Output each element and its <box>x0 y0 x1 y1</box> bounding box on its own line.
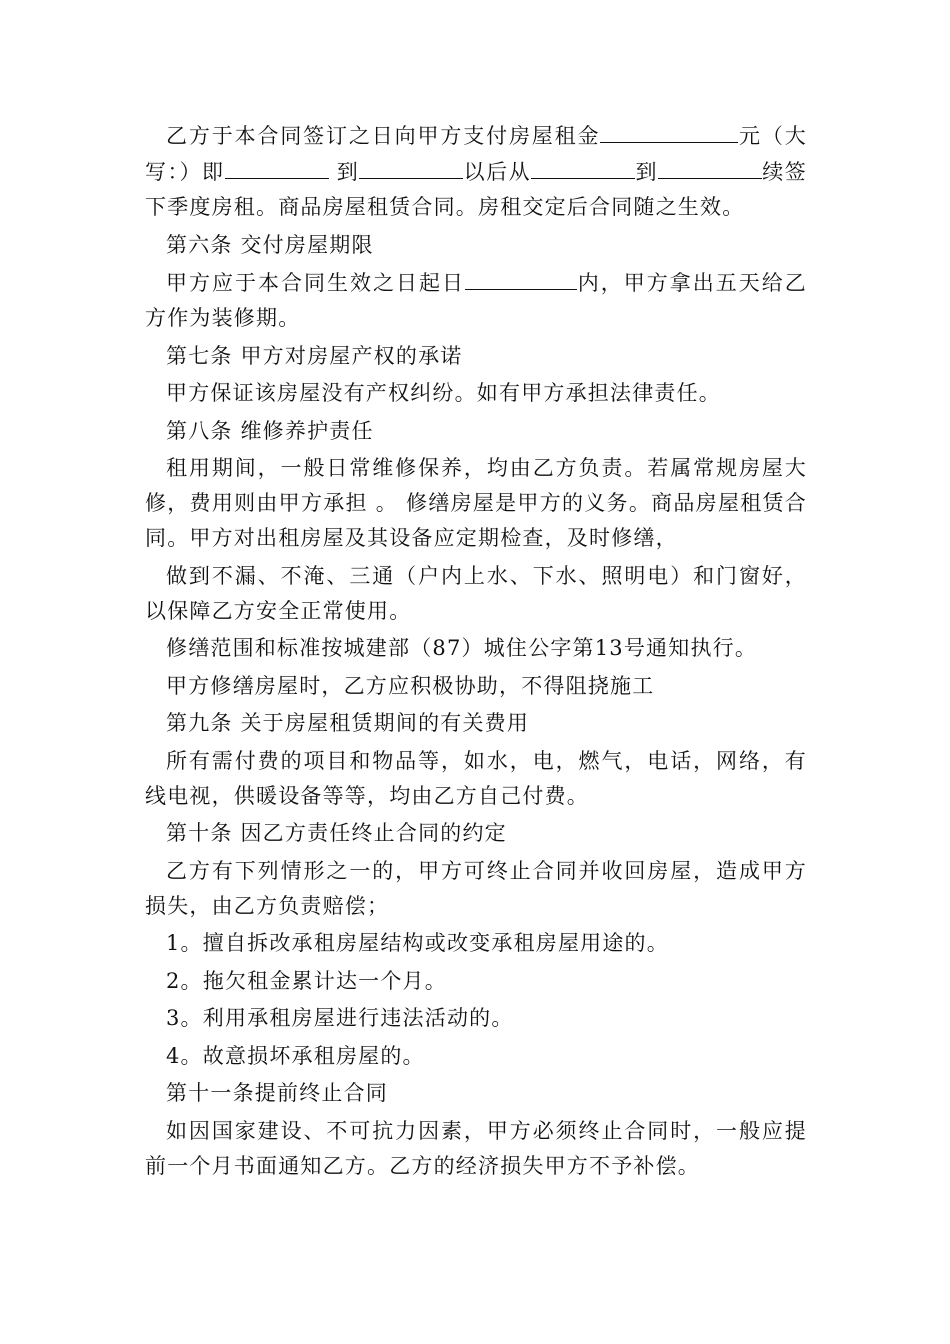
text-segment: 续签下季度房租。商品房屋租赁合同。房租交定后合同随之生效。 <box>145 160 807 219</box>
text-segment: 到 <box>635 160 658 184</box>
article-9-title: 第九条 关于房屋租赁期间的有关费用 <box>166 711 530 735</box>
list-item-2: 2。拖欠租金累计达一个月。 <box>166 968 447 993</box>
paragraph-rent-payment <box>145 118 807 225</box>
article-11-title: 第十一条提前终止合同 <box>166 1081 388 1105</box>
paragraph-repair-scope: 修缮范围和标准按城建部（87）城住公字第13号通知执行。 <box>166 636 758 660</box>
article-10-title: 第十条 因乙方责任终止合同的约定 <box>166 821 507 845</box>
document-body <box>145 118 807 1184</box>
paragraph-maintenance: 租用期间，一般日常维修保养，均由乙方负责。若属常规房屋大修，费用则由甲方承担 。 修缮房屋是甲方的义务。商品房屋租赁合同。甲方对出租房屋及其设备应定期检查，及时修缮， <box>145 456 807 550</box>
list-item-3: 3。利用承租房屋进行违法活动的。 <box>166 1006 514 1030</box>
blank-date-to <box>359 154 463 179</box>
blank-rent-amount <box>600 118 738 143</box>
paragraph-delivery-period <box>145 265 807 336</box>
paragraph-ownership: 甲方保证该房屋没有产权纠纷。如有甲方承担法律责任。 <box>166 381 721 405</box>
paragraph-early-termination: 如因国家建设、不可抗力因素，甲方必须终止合同时，一般应提前一个月书面通知乙方。乙方的经济损失甲方不予补偿。 <box>145 1118 807 1178</box>
text-segment: 元（大写：）即 <box>145 124 807 184</box>
blank-date-from <box>225 154 329 179</box>
text-segment: 内，甲方拿出五天给乙方作为装修期。 <box>145 271 807 330</box>
article-8-title: 第八条 维修养护责任 <box>166 418 374 443</box>
blank-renew-to <box>658 154 762 179</box>
blank-days <box>465 265 577 290</box>
list-item-4: 4。故意损坏承租房屋的。 <box>166 1043 425 1068</box>
article-6-title: 第六条 交付房屋期限 <box>166 232 374 257</box>
paragraph-termination-conditions: 乙方有下列情形之一的，甲方可终止合同并收回房屋，造成甲方损失，由乙方负责赔偿； <box>145 858 807 918</box>
text-segment: 乙方于本合同签订之日向甲方支付房屋租金 <box>166 124 601 148</box>
article-7-title: 第七条 甲方对房屋产权的承诺 <box>166 343 463 368</box>
paragraph-repair-cooperation: 甲方修缮房屋时，乙方应积极协助，不得阻挠施工 <box>166 673 655 698</box>
text-segment: 到 <box>336 160 360 184</box>
paragraph-maintenance-standards: 做到不漏、不淹、三通（户内上水、下水、照明电）和门窗好，以保障乙方安全正常使用。 <box>145 563 807 623</box>
text-segment: 以后从 <box>463 160 532 184</box>
paragraph-fees: 所有需付费的项目和物品等，如水，电，燃气，电话，网络，有线电视，供暖设备等等，均由乙方自己付费。 <box>145 748 807 808</box>
list-item-1: 1。擅自拆改承租房屋结构或改变承租房屋用途的。 <box>166 931 669 955</box>
text-segment: 甲方应于本合同生效之日起日 <box>166 271 465 295</box>
blank-renew-from <box>531 154 635 179</box>
